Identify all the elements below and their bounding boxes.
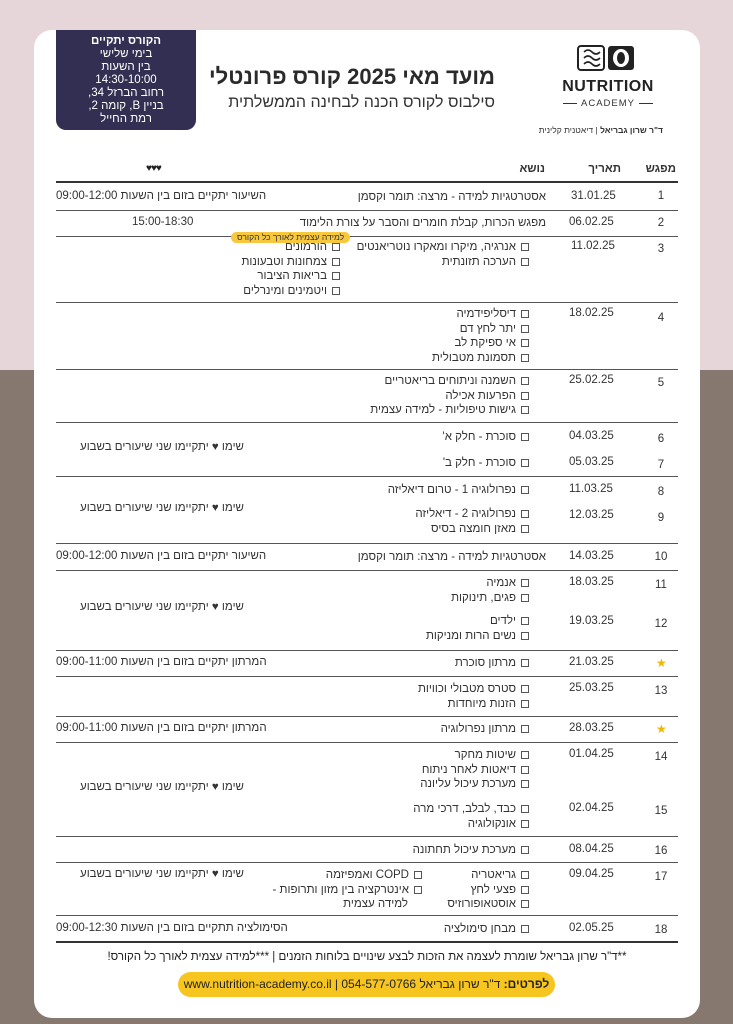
row-date: 04.03.25 <box>569 430 614 442</box>
checkbox <box>521 700 529 708</box>
checkbox <box>521 780 529 788</box>
checkbox <box>521 632 529 640</box>
header-meeting: מפגש <box>645 163 676 175</box>
page-subtitle: סילבוס לקורס הכנה לבחינה הממשלתית <box>228 94 495 111</box>
row-date: 31.01.25 <box>571 190 616 202</box>
checkbox <box>521 846 529 854</box>
row-number: 7 <box>657 459 665 471</box>
two-lessons-note: שימו ♥ יתקיימו שני שיעורים בשבוע <box>80 781 244 793</box>
doctor-credit <box>539 125 663 135</box>
topic-item: ויטמינים ומינרלים <box>241 284 340 299</box>
row-number: 2 <box>657 217 665 229</box>
topic-item: COPD ואמפיזמה <box>273 868 423 883</box>
brain-logo-icon <box>576 42 636 74</box>
row-date: 18.02.25 <box>569 307 614 319</box>
checkbox <box>521 751 529 759</box>
row-date: 12.03.25 <box>569 509 614 521</box>
row-note: המרתון יתקיים בזום בין השעות 09:00-11:00 <box>56 656 267 668</box>
row-divider <box>56 836 678 837</box>
doctor-role: | דיאטנית קלינית <box>538 125 598 135</box>
checkbox <box>521 339 529 347</box>
topic-item: הזנות מיוחדות <box>418 697 529 712</box>
info-line: 14:30-10:00 <box>95 74 157 86</box>
checkbox <box>521 377 529 385</box>
checkbox <box>521 510 529 518</box>
page-title: מועד מאי 2025 קורס פרונטלי <box>209 64 495 89</box>
row-date: 11.03.25 <box>569 483 613 495</box>
info-line: בימי שלישי <box>99 48 153 60</box>
topic-item: דיאטות לאחר ניתוח <box>420 763 529 778</box>
row-topic: מבחן סימולציה <box>444 922 529 937</box>
row-divider <box>56 862 678 863</box>
checkbox <box>521 310 529 318</box>
topic-item: בריאות הציבור <box>241 269 340 284</box>
table-bottom-divider <box>56 941 678 943</box>
star-icon: ★ <box>656 656 667 670</box>
checkbox <box>521 459 529 467</box>
row-topic: אסטרטגיות למידה - מרצה: תומר וקסמן <box>357 191 546 203</box>
topic-item: תסמונת מטבולית <box>432 351 529 366</box>
checkbox <box>521 871 529 879</box>
row-number: 3 <box>657 243 665 255</box>
topic-item: אינטרקציה בין מזון ותרופות - <box>273 883 423 898</box>
checkbox <box>521 433 529 441</box>
topic-item: הורמונים <box>241 240 340 255</box>
doctor-name: ד"ר שרון גבריאל <box>600 125 663 135</box>
row-date: 25.03.25 <box>569 682 614 694</box>
topic-item: שיטות מחקר <box>420 748 529 763</box>
topic-item: סטרס מטבולי וכוויות <box>418 682 529 697</box>
row-note: המרתון יתקיים בזום בין השעות 09:00-11:00 <box>56 722 267 734</box>
topic-item: נפרולוגיה 2 - דיאליזה <box>415 507 529 522</box>
row-divider <box>56 543 678 544</box>
row-divider <box>56 302 678 303</box>
checkbox <box>521 354 529 362</box>
topic-item: אי ספיקת לב <box>432 336 529 351</box>
row-divider <box>56 476 678 477</box>
course-info-box <box>56 30 196 130</box>
info-title: הקורס יתקיים <box>90 35 162 47</box>
two-lessons-note: שימו ♥ יתקיימו שני שיעורים בשבוע <box>80 868 244 880</box>
topic-item: גישות טיפוליות - למידה עצמית <box>370 403 529 418</box>
checkbox <box>332 287 340 295</box>
checkbox <box>521 805 529 813</box>
row-number: 6 <box>657 433 665 445</box>
row-topic: אסטרטגיות למידה - מרצה: תומר וקסמן <box>357 551 546 563</box>
topic-item: מאזן חומצה בסיס <box>415 522 529 537</box>
topic-item: אונקולוגיה <box>413 817 529 832</box>
two-lessons-note: שימו ♥ יתקיימו שני שיעורים בשבוע <box>80 441 244 453</box>
topic-item: גריאטריה <box>447 868 529 883</box>
info-line: רחוב הברזל 34, <box>88 87 164 99</box>
info-line: בין השעות <box>101 61 151 73</box>
row-date: 19.03.25 <box>569 615 614 627</box>
row-topic: מערכת עיכול תחתונה <box>413 843 529 858</box>
contact-footer[interactable] <box>178 972 555 997</box>
row-divider <box>56 716 678 717</box>
header-date: תאריך <box>588 163 621 175</box>
checkbox <box>521 406 529 414</box>
row-date: 14.03.25 <box>569 550 614 562</box>
row-number: 15 <box>654 805 668 817</box>
self-study-badge: למידה עצמית לאורך כל הקורס <box>231 232 350 243</box>
topic-item: אנמיה <box>451 576 529 591</box>
logo-subtitle: ACADEMY <box>556 98 660 109</box>
row-date: 25.02.25 <box>569 374 614 386</box>
topic-list <box>370 374 529 418</box>
topic-item: צמחונות וטבעונות <box>241 255 340 270</box>
logo-wordmark: NUTRITION <box>562 78 654 95</box>
row-number: 14 <box>654 751 668 763</box>
row-date: 21.03.25 <box>569 656 614 668</box>
topic-list <box>415 507 529 536</box>
row-topic: נפרולוגיה 1 - טרום דיאליזה <box>388 483 529 498</box>
topic-list <box>241 240 340 298</box>
row-number: 9 <box>657 512 665 524</box>
row-number: 17 <box>654 871 668 883</box>
row-date: 02.04.25 <box>569 802 614 814</box>
row-divider <box>56 210 678 211</box>
checkbox <box>521 594 529 602</box>
row-divider <box>56 422 678 423</box>
checkbox <box>521 659 529 667</box>
checkbox <box>521 525 529 533</box>
row-divider <box>56 676 678 677</box>
row-number: 13 <box>654 685 668 697</box>
topic-item: הפרעות אכילה <box>370 389 529 404</box>
row-date: 18.03.25 <box>569 576 614 588</box>
checkbox <box>414 886 422 894</box>
topic-item: אנרגיה, מיקרו ומאקרו נוטריאנטים <box>357 240 529 255</box>
topic-list <box>426 614 529 643</box>
row-date: 02.05.25 <box>569 922 614 934</box>
topic-item: כבד, לבלב, דרכי מרה <box>413 802 529 817</box>
row-topic: סוכרת - חלק ב' <box>443 456 529 471</box>
row-number: 1 <box>657 190 665 202</box>
row-number: 8 <box>657 486 665 498</box>
topic-list <box>447 868 529 912</box>
topic-list <box>418 682 529 711</box>
row-date: 09.04.25 <box>569 868 614 880</box>
row-date: 01.04.25 <box>569 748 614 760</box>
checkbox <box>332 258 340 266</box>
topic-item: פגים, תינוקות <box>451 591 529 606</box>
row-topic: מרתון סוכרת <box>455 656 529 671</box>
checkbox <box>521 925 529 933</box>
contact-details[interactable]: ד"ר שרון גבריאל 054-577-0766 | www.nutrition-academy.co.il <box>183 977 501 991</box>
topic-item: אוסטאופורוזיס <box>447 897 529 912</box>
topic-item: מערכת עיכול עליונה <box>420 777 529 792</box>
row-note: השיעור יתקיים בזום בין השעות 09:00-12:00 <box>56 550 267 562</box>
checkbox <box>521 900 529 908</box>
topic-list <box>451 576 529 605</box>
row-number: 12 <box>654 618 668 630</box>
checkbox <box>332 272 340 280</box>
topic-list <box>413 802 529 831</box>
row-note: הסימולציה תתקיים בזום בין השעות 09:00-12:30 <box>56 922 288 934</box>
topic-item: פצעי לחץ <box>447 883 529 898</box>
contact-label: לפרטים: <box>503 977 550 991</box>
row-note: 15:00-18:30 <box>132 216 194 228</box>
topic-item: הערכה תזונתית <box>357 255 529 270</box>
row-number: 5 <box>657 377 665 389</box>
row-number: 16 <box>654 845 668 857</box>
row-divider <box>56 570 678 571</box>
star-icon: ★ <box>656 722 667 736</box>
checkbox <box>521 886 529 894</box>
checkbox <box>521 725 529 733</box>
topic-list <box>420 748 529 792</box>
table-header-divider <box>56 181 678 183</box>
checkbox <box>521 685 529 693</box>
two-lessons-note: שימו ♥ יתקיימו שני שיעורים בשבוע <box>80 502 244 514</box>
topic-item: ילדים <box>426 614 529 629</box>
topic-item: השמנה וניתוחים בריאטריים <box>370 374 529 389</box>
info-line: רמת החייל <box>100 113 152 125</box>
hearts-header: ♥♥♥ <box>146 163 161 174</box>
row-date: 08.04.25 <box>569 843 614 855</box>
topic-item: נשים הרות ומניקות <box>426 629 529 644</box>
checkbox <box>521 820 529 828</box>
row-divider <box>56 369 678 370</box>
topic-list <box>357 240 529 269</box>
row-note: השיעור יתקיים בזום בין השעות 09:00-12:00 <box>56 190 267 202</box>
checkbox <box>521 325 529 333</box>
topic-list <box>432 307 529 365</box>
topic-list <box>273 868 423 912</box>
row-divider <box>56 650 678 651</box>
checkbox <box>521 766 529 774</box>
checkbox <box>521 617 529 625</box>
checkbox <box>521 486 529 494</box>
row-date: 11.02.25 <box>571 240 615 252</box>
checkbox <box>521 579 529 587</box>
row-date: 28.03.25 <box>569 722 614 734</box>
checkbox <box>332 243 340 251</box>
topic-item: דיסליפידמיה <box>432 307 529 322</box>
row-divider <box>56 915 678 916</box>
checkbox <box>521 243 529 251</box>
row-divider <box>56 236 678 237</box>
topic-item: יתר לחץ דם <box>432 322 529 337</box>
info-line: בניין B, קומה 2, <box>88 100 164 112</box>
row-number: 10 <box>654 551 668 563</box>
row-number: 18 <box>654 924 668 936</box>
checkbox <box>521 392 529 400</box>
row-divider <box>56 742 678 743</box>
header-topic: נושא <box>519 163 545 175</box>
row-date: 06.02.25 <box>569 216 614 228</box>
footnote: **ד"ר שרון גבריאל שומרת לעצמה את הזכות לבצע שינויים בלוחות הזמנים | ***למידה עצמית לאורך כל הקורס! <box>107 951 627 963</box>
two-lessons-note: שימו ♥ יתקיימו שני שיעורים בשבוע <box>80 601 244 613</box>
topic-item: למידה עצמית <box>343 898 408 910</box>
checkbox <box>414 871 422 879</box>
checkbox <box>521 258 529 266</box>
row-topic: סוכרת - חלק א' <box>443 430 529 445</box>
row-date: 05.03.25 <box>569 456 614 468</box>
row-number: 4 <box>657 312 665 324</box>
row-topic: מרתון נפרולוגיה <box>441 722 529 737</box>
row-topic: מפגש הכרות, קבלת חומרים והסבר על צורת הלימוד <box>299 217 546 229</box>
row-number: 11 <box>655 579 667 591</box>
